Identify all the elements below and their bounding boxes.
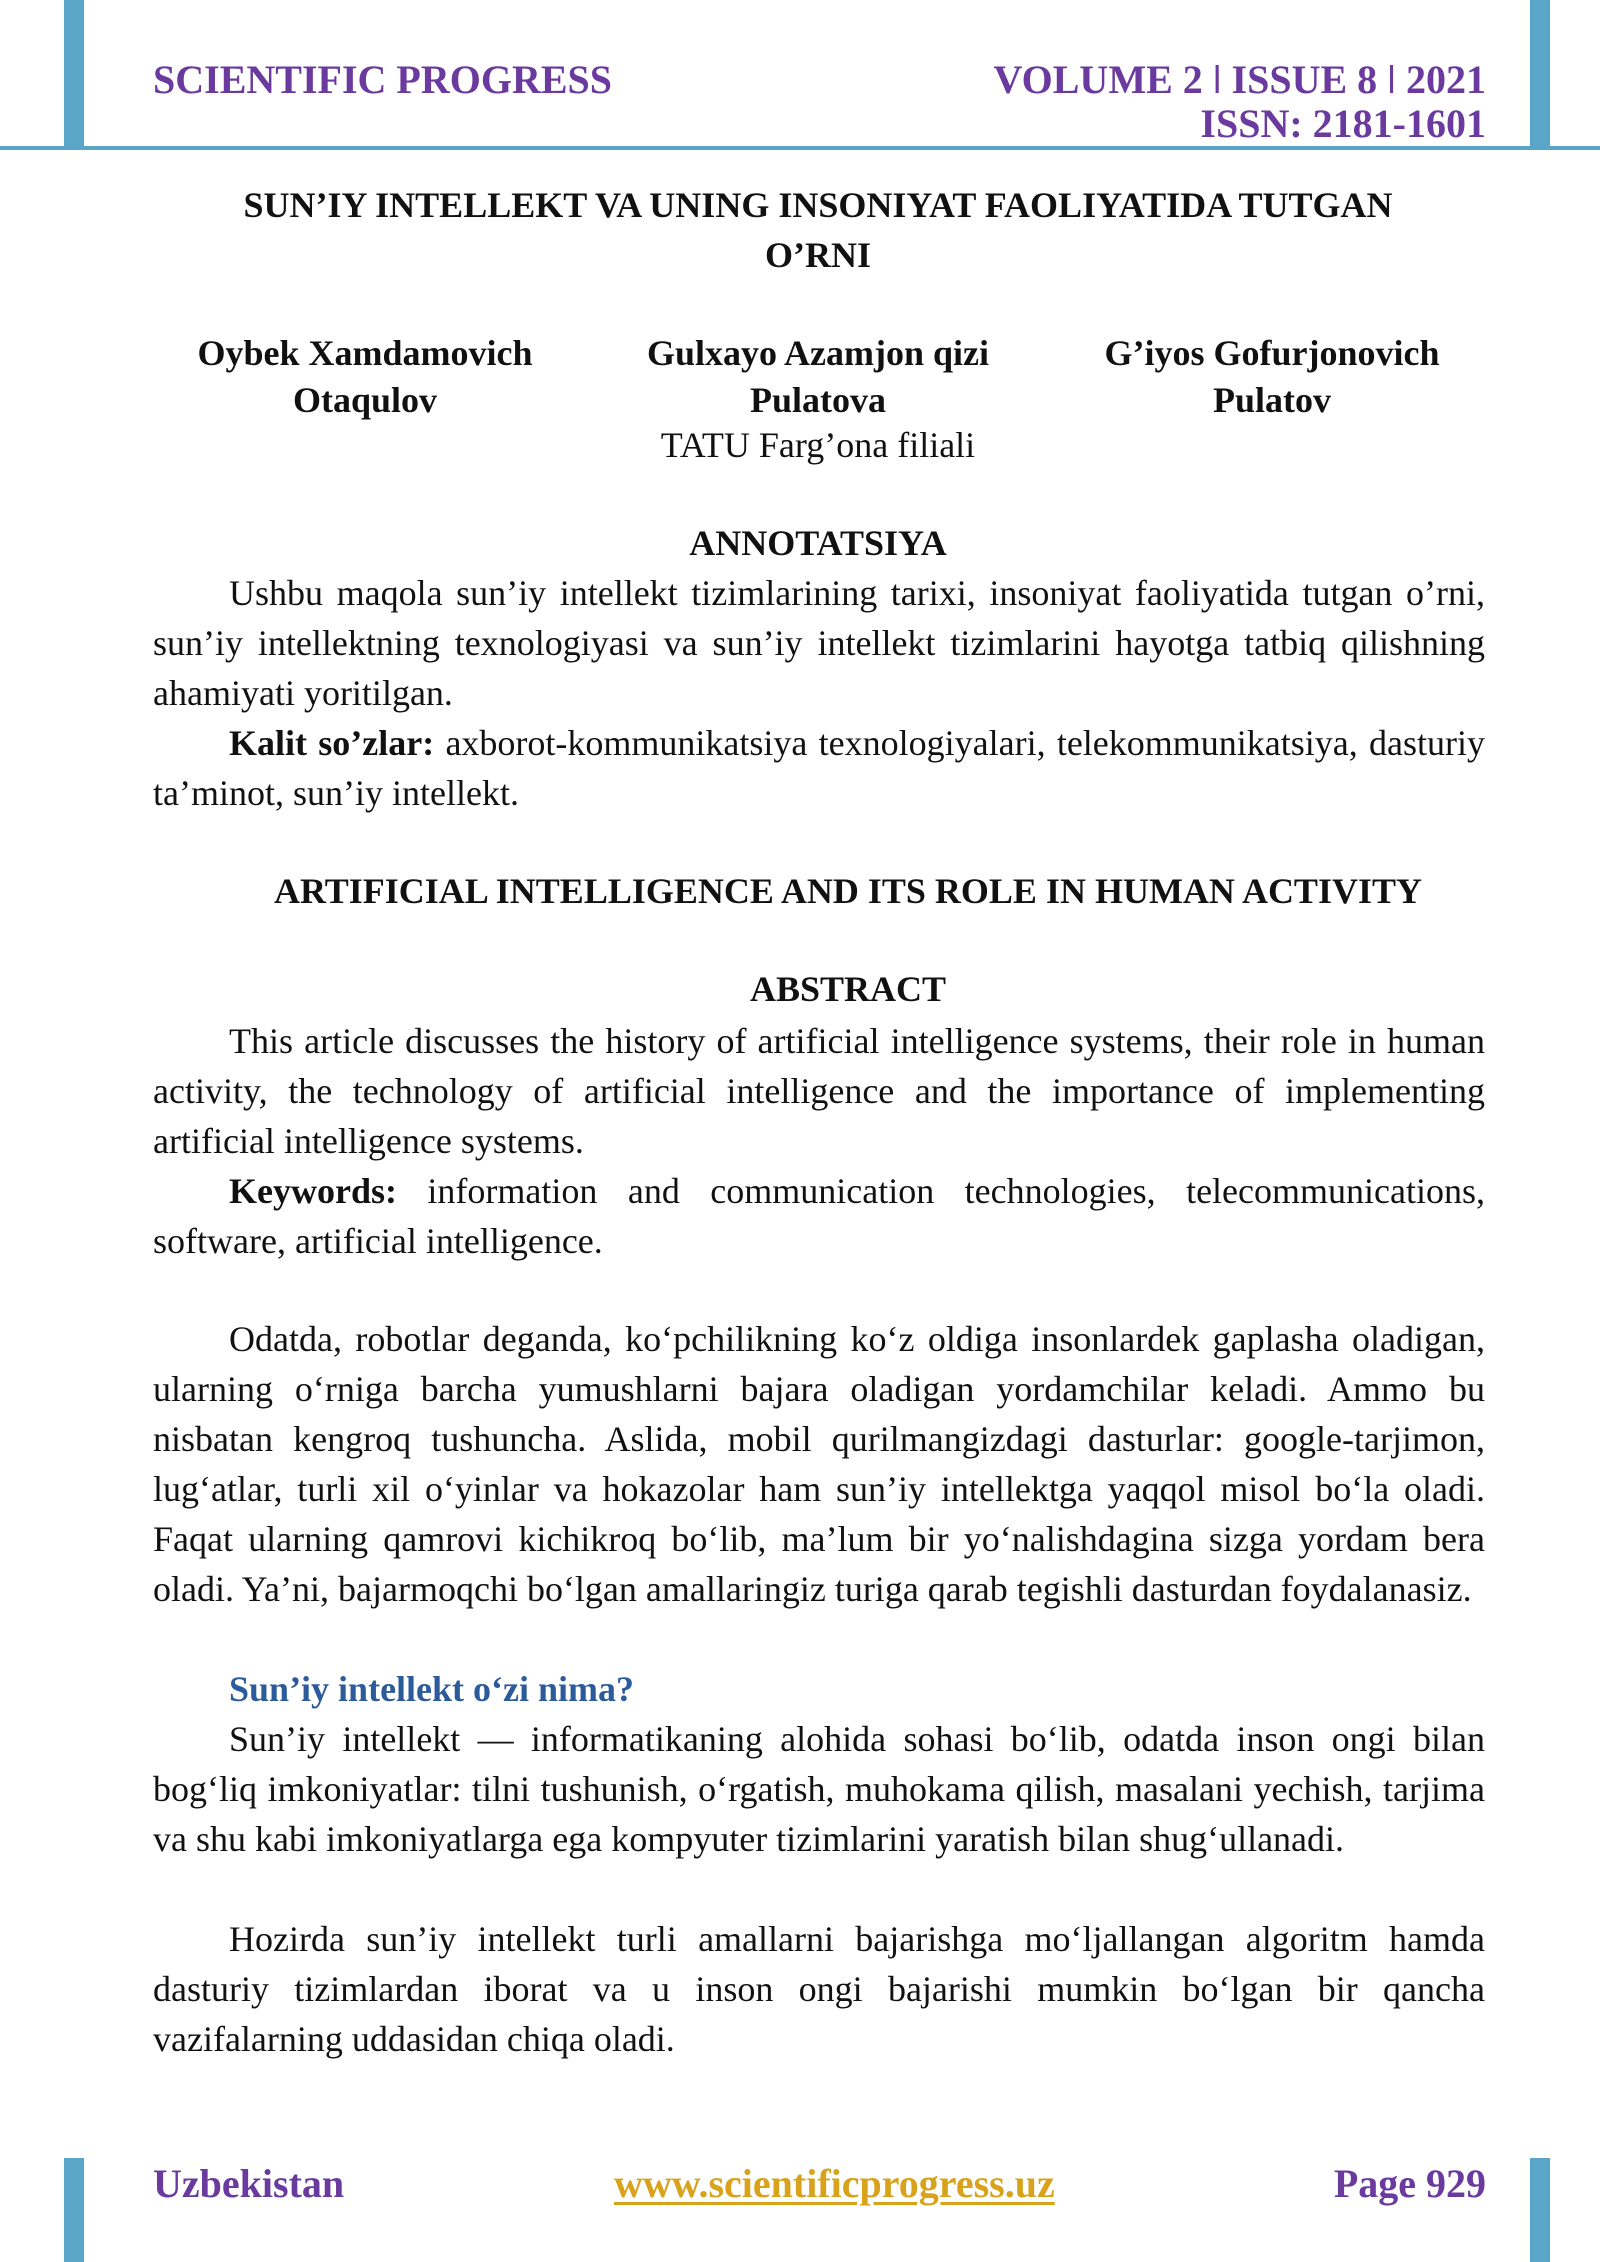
body-paragraph-3: Hozirda sun’iy intellekt turli amallarni bajarishga mo‘ljallangan algoritm hamda dasturiy tizimlardan iborat va u inson ongi bajarishi mumkin bo‘lgan bir qancha vazifalarning uddasidan chiqa oladi. xyxy=(153,1919,1485,2059)
author-1-line-2: Otaqulov xyxy=(292,380,438,420)
abstract-keywords-list: information and communication technologies, telecommunications, software, artificial intelligence. xyxy=(153,1171,1485,1261)
footer-country: Uzbekistan xyxy=(153,2161,345,2206)
annotation-heading: ANNOTATSIYA xyxy=(689,523,947,563)
abstract-text: This article discusses the history of artificial intelligence systems, their role in human activity, the technology of artificial intelligence and the importance of implementing artificial intelligence systems. xyxy=(153,1021,1485,1161)
author-3-line-2: Pulatov xyxy=(1212,380,1331,420)
right-header-bar xyxy=(1530,0,1550,150)
annotation-keywords-label: Kalit so’zlar: xyxy=(229,723,435,763)
issn: ISSN: 2181-1601 xyxy=(1200,101,1486,146)
author-3-line-1: G’iyos Gofurjonovich xyxy=(1104,333,1440,373)
volume-issue: VOLUME 2 ǀ ISSUE 8 ǀ 2021 xyxy=(993,57,1486,102)
body-paragraph-1: Odatda, robotlar deganda, ko‘pchilikning ko‘z oldiga insonlardek gaplasha oladigan, ularning o‘rniga barcha yumushlarni bajara oladigan yordamchilar keladi. Ammo bu nisbatan kengroq tushuncha. Aslida, mobil qurilmangizdagi dasturlar: google-tarjimon, lug‘atlar, turli xil o‘yinlar va hokazolar ham sun’iy intellektga yaqqol misol bo‘la oladi. Faqat ularning qamrovi kichikroq bo‘lib, ma’lum bir yo‘nalishdagina sizga yordam bera oladi. Ya’ni, bajarmoqchi bo‘lgan amallaringiz turiga qarab tegishli dasturdan foydalanasiz. xyxy=(153,1319,1485,1609)
affiliation: TATU Farg’ona filiali xyxy=(660,425,976,465)
annotation-text: Ushbu maqola sun’iy intellekt tizimlarining tarixi, insoniyat faoliyatida tutgan o’rni, sun’iy intellektning texnologiyasi va sun’iy intellekt tizimlarini hayotga tatbiq qilishning ahamiyati yoritilgan. xyxy=(153,573,1485,713)
title-line-2: O’RNI xyxy=(765,235,871,275)
abstract-keywords-label: Keywords: xyxy=(229,1171,397,1211)
title-line-1: SUN’IY INTELLEKT VA UNING INSONIYAT FAOLIYATIDA TUTGAN xyxy=(243,185,1393,225)
author-3 xyxy=(1062,330,1482,424)
right-footer-bar xyxy=(1530,2158,1550,2262)
subheading: Sun’iy intellekt o‘zi nima? xyxy=(229,1669,635,1709)
body-paragraph-2: Sun’iy intellekt — informatikaning alohida sohasi bo‘lib, odatda inson ongi bilan bog‘liq imkoniyatlar: tilni tushunish, o‘rgatish, muhokama qilish, masalani yechish, tarjima va shu kabi imkoniyatlarga ega kompyuter tizimlarini yaratish bilan shug‘ullanadi. xyxy=(153,1719,1485,1859)
author-2-line-1: Gulxayo Azamjon qizi xyxy=(646,333,990,373)
article-title xyxy=(150,180,1486,280)
journal-name: SCIENTIFIC PROGRESS xyxy=(153,57,613,102)
abstract-keywords xyxy=(153,1166,1485,1266)
annotation-keywords xyxy=(153,718,1485,818)
abstract-heading: ABSTRACT xyxy=(749,969,947,1009)
left-header-bar xyxy=(64,0,84,150)
author-2-line-2: Pulatova xyxy=(749,380,886,420)
left-footer-bar xyxy=(64,2158,84,2262)
author-1 xyxy=(155,330,575,424)
author-2 xyxy=(608,330,1028,424)
footer-page-number: Page 929 xyxy=(1333,2161,1486,2206)
annotation-keywords-list: axborot-kommunikatsiya texnologiyalari, telekommunikatsiya, dasturiy ta’minot, sun’iy intellekt. xyxy=(153,723,1485,813)
english-title: ARTIFICIAL INTELLIGENCE AND ITS ROLE IN HUMAN ACTIVITY xyxy=(274,871,1422,911)
footer-website-link[interactable]: www.scientificprogress.uz xyxy=(614,2161,1055,2206)
author-1-line-1: Oybek Xamdamovich xyxy=(197,333,533,373)
